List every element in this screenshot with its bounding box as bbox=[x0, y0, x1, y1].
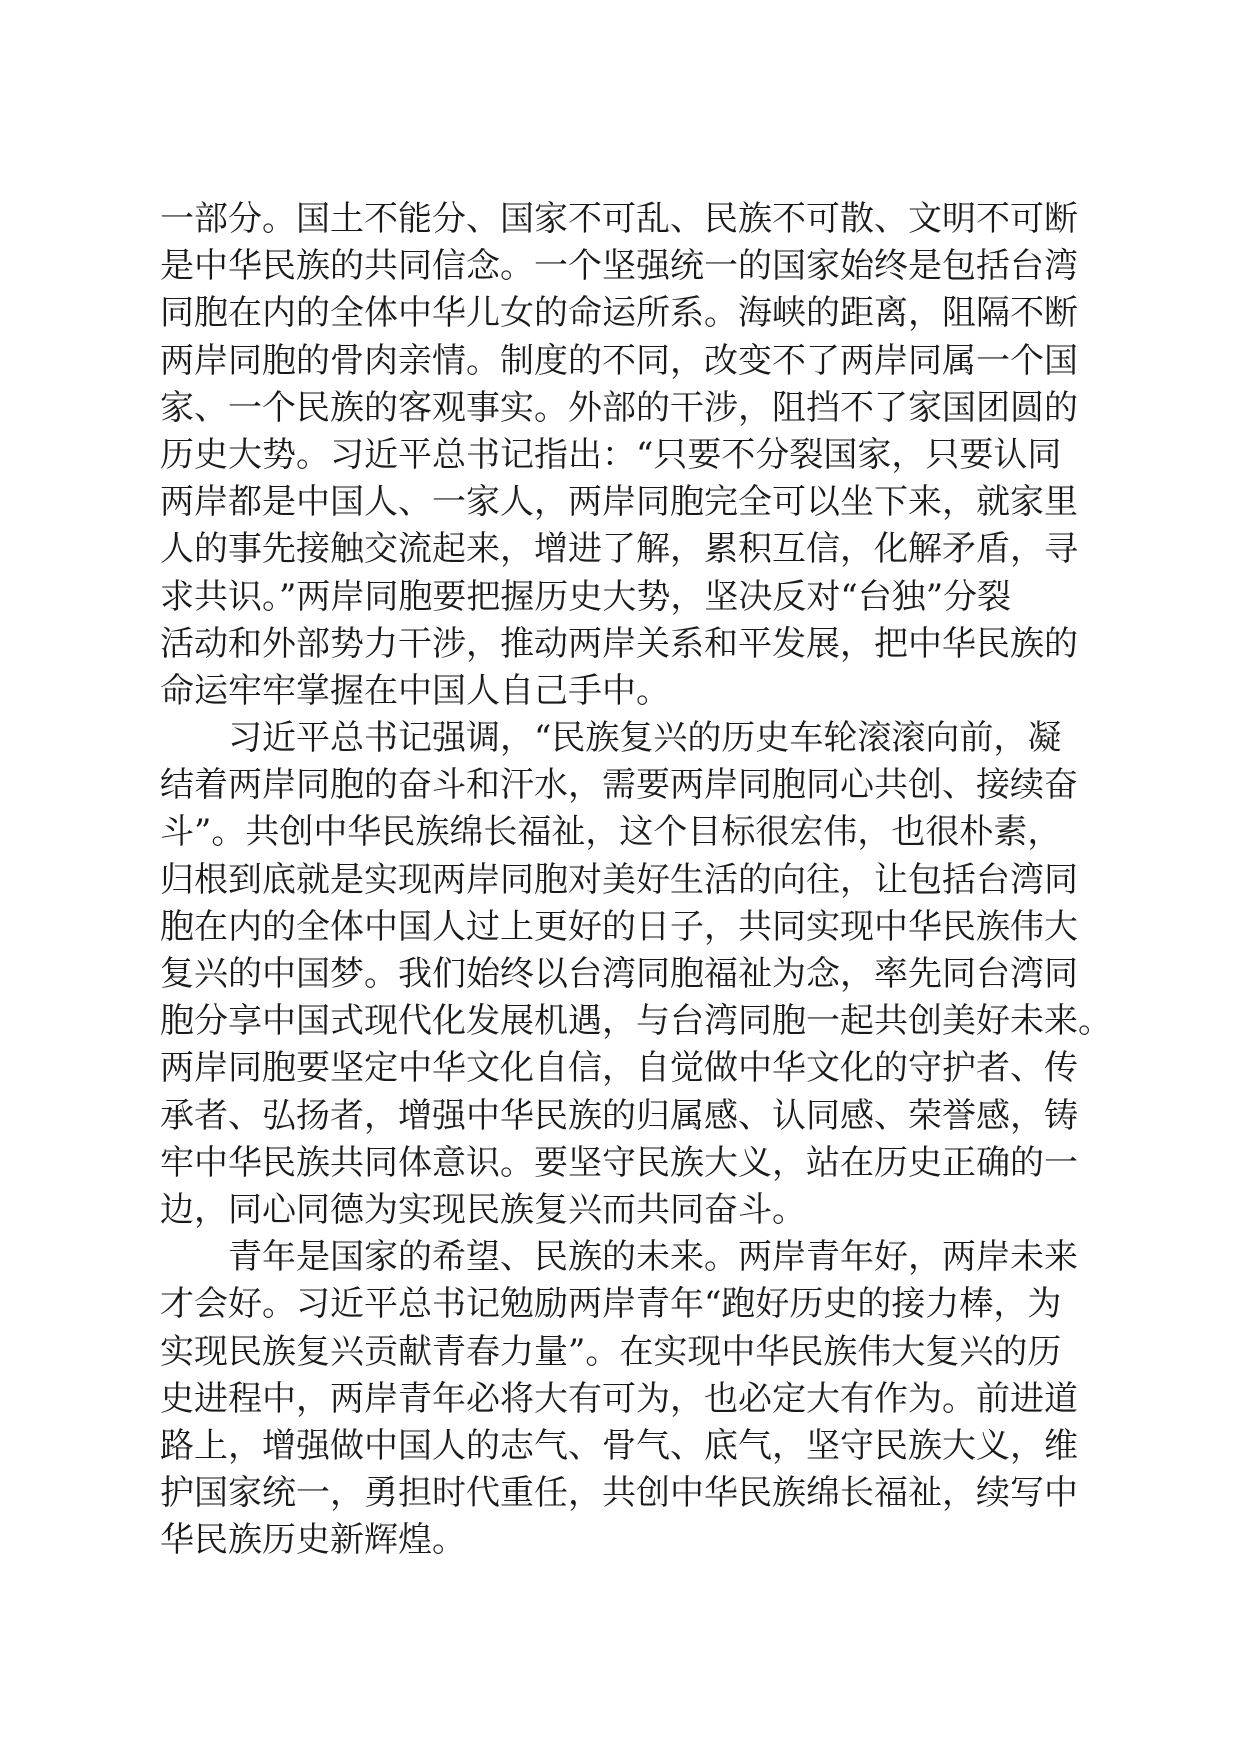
text-line: 同胞在内的全体中华儿女的命运所系。海峡的距离，阻隔不断 bbox=[160, 293, 1078, 334]
paragraph-national-rejuvenation bbox=[160, 715, 1112, 1234]
text-line: 牢中华民族共同体意识。要坚守民族大义，站在历史正确的一 bbox=[160, 1142, 1078, 1183]
text-line: 承者、弘扬者，增强中华民族的归属感、认同感、荣誉感，铸 bbox=[160, 1095, 1078, 1136]
text-line: 史进程中，两岸青年必将大有可为，也必定大有作为。前进道 bbox=[160, 1378, 1078, 1419]
text-line: 归根到底就是实现两岸同胞对美好生活的向往，让包括台湾同 bbox=[160, 859, 1078, 900]
text-line: 历史大势。习近平总书记指出：“只要不分裂国家，只要认同 bbox=[160, 434, 1062, 475]
text-line: 斗”。共创中华民族绵长福祉，这个目标很宏伟，也很朴素， bbox=[160, 812, 1062, 853]
text-line: 人的事先接触交流起来，增进了解，累积互信，化解矛盾，寻 bbox=[160, 529, 1078, 570]
text-line: 才会好。习近平总书记勉励两岸青年“跑好历史的接力棒，为 bbox=[160, 1284, 1062, 1325]
text-line: 一部分。国土不能分、国家不可乱、民族不可散、文明不可断 bbox=[160, 199, 1078, 239]
text-line: 胞分享中国式现代化发展机遇，与台湾同胞一起共创美好未来。 bbox=[160, 1001, 1112, 1042]
text-line: 边，同心同德为实现民族复兴而共同奋斗。 bbox=[160, 1189, 806, 1230]
text-line: 是中华民族的共同信念。一个坚强统一的国家始终是包括台湾 bbox=[160, 246, 1078, 287]
text-line: 两岸同胞要坚定中华文化自信，自觉做中华文化的守护者、传 bbox=[160, 1048, 1078, 1089]
paragraph-continuation bbox=[160, 196, 1080, 715]
text-line: 命运牢牢掌握在中国人自己手中。 bbox=[160, 670, 670, 711]
text-line: 家、一个民族的客观事实。外部的干涉，阻挡不了家国团圆的 bbox=[160, 387, 1078, 428]
text-line: 实现民族复兴贡献青春力量”。在实现中华民族伟大复兴的历 bbox=[160, 1331, 1062, 1372]
text-line: 两岸都是中国人、一家人，两岸同胞完全可以坐下来，就家里 bbox=[160, 482, 1078, 523]
text-line: 习近平总书记强调，“民族复兴的历史车轮滚滚向前，凝 bbox=[228, 718, 1062, 759]
text-line: 结着两岸同胞的奋斗和汗水，需要两岸同胞同心共创、接续奋 bbox=[160, 765, 1078, 806]
text-line: 两岸同胞的骨肉亲情。制度的不同，改变不了两岸同属一个国 bbox=[160, 340, 1078, 381]
text-line: 青年是国家的希望、民族的未来。两岸青年好，两岸未来 bbox=[228, 1237, 1078, 1278]
text-line: 胞在内的全体中国人过上更好的日子，共同实现中华民族伟大 bbox=[160, 906, 1078, 947]
paragraph-youth bbox=[160, 1234, 1080, 1564]
text-line: 活动和外部势力干涉，推动两岸关系和平发展，把中华民族的 bbox=[160, 623, 1078, 664]
body-text bbox=[160, 196, 1112, 1564]
text-line: 复兴的中国梦。我们始终以台湾同胞福祉为念，率先同台湾同 bbox=[160, 954, 1078, 994]
text-line: 华民族历史新辉煌。 bbox=[160, 1520, 466, 1561]
text-line: 路上，增强做中国人的志气、骨气、底气，坚守民族大义，维 bbox=[160, 1425, 1078, 1466]
text-line: 求共识。”两岸同胞要把握历史大势，坚决反对“台独”分裂 bbox=[160, 576, 1012, 617]
text-line: 护国家统一，勇担时代重任，共创中华民族绵长福祉，续写中 bbox=[160, 1473, 1078, 1514]
